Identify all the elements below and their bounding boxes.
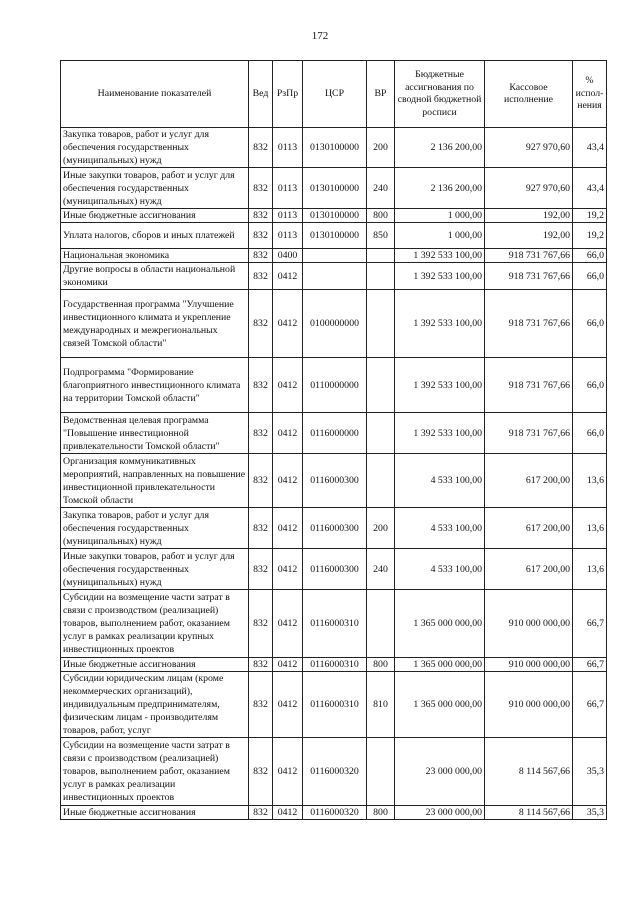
row-csr-cell: 0116000320 (303, 738, 367, 806)
row-rzpr-cell: 0412 (273, 549, 303, 590)
row-vr-cell: 200 (367, 508, 395, 549)
table-row (61, 658, 607, 672)
row-rzpr-cell: 0412 (273, 413, 303, 454)
row-name-cell: Иные бюджетные ассигнования (61, 806, 249, 820)
row-cash-cell: 8 114 567,66 (485, 738, 573, 806)
row-vr-cell (367, 590, 395, 658)
row-csr-cell: 0116000300 (303, 454, 367, 508)
row-percent-cell: 43,4 (573, 168, 607, 209)
table-header-row (61, 61, 607, 128)
row-vr-cell (367, 738, 395, 806)
row-percent-cell: 13,6 (573, 508, 607, 549)
row-name-cell: Закупка товаров, работ и услуг для обеспечения государственных (муниципальных) нужд (61, 128, 249, 168)
row-percent-cell: 66,7 (573, 658, 607, 672)
row-cash-cell: 918 731 767,66 (485, 358, 573, 413)
table-row (61, 549, 607, 590)
row-csr-cell: 0130100000 (303, 223, 367, 249)
row-ved-cell: 832 (249, 806, 273, 820)
header-vr: ВР (367, 61, 395, 128)
row-ved-cell: 832 (249, 413, 273, 454)
header-ved: Вед (249, 61, 273, 128)
row-vr-cell (367, 249, 395, 263)
row-percent-cell: 19,2 (573, 209, 607, 223)
row-percent-cell: 66,0 (573, 263, 607, 290)
row-vr-cell (367, 263, 395, 290)
row-rzpr-cell: 0113 (273, 168, 303, 209)
table-row (61, 413, 607, 454)
budget-execution-table (60, 60, 607, 820)
row-assignments-cell: 1 365 000 000,00 (395, 658, 485, 672)
page-number: 172 (311, 30, 329, 42)
row-cash-cell: 910 000 000,00 (485, 672, 573, 738)
row-assignments-cell: 23 000 000,00 (395, 738, 485, 806)
row-name-cell: Иные бюджетные ассигнования (61, 658, 249, 672)
row-percent-cell: 13,6 (573, 454, 607, 508)
row-csr-cell (303, 249, 367, 263)
row-cash-cell: 927 970,60 (485, 168, 573, 209)
row-vr-cell: 240 (367, 549, 395, 590)
row-ved-cell: 832 (249, 263, 273, 290)
row-ved-cell: 832 (249, 209, 273, 223)
row-rzpr-cell: 0113 (273, 223, 303, 249)
row-cash-cell: 918 731 767,66 (485, 263, 573, 290)
row-percent-cell: 35,3 (573, 738, 607, 806)
row-csr-cell: 0116000300 (303, 508, 367, 549)
row-assignments-cell: 4 533 100,00 (395, 454, 485, 508)
row-csr-cell: 0116000310 (303, 590, 367, 658)
row-cash-cell: 617 200,00 (485, 508, 573, 549)
row-rzpr-cell: 0412 (273, 738, 303, 806)
row-rzpr-cell: 0412 (273, 358, 303, 413)
row-percent-cell: 43,4 (573, 128, 607, 168)
row-vr-cell: 810 (367, 672, 395, 738)
table-row (61, 209, 607, 223)
row-ved-cell: 832 (249, 738, 273, 806)
row-cash-cell: 927 970,60 (485, 128, 573, 168)
row-assignments-cell: 2 136 200,00 (395, 128, 485, 168)
row-cash-cell: 910 000 000,00 (485, 658, 573, 672)
row-cash-cell: 8 114 567,66 (485, 806, 573, 820)
row-assignments-cell: 1 392 533 100,00 (395, 249, 485, 263)
row-vr-cell (367, 454, 395, 508)
row-assignments-cell: 1 392 533 100,00 (395, 413, 485, 454)
table-row (61, 249, 607, 263)
row-assignments-cell: 1 000,00 (395, 209, 485, 223)
row-assignments-cell: 1 000,00 (395, 223, 485, 249)
table-row (61, 508, 607, 549)
row-assignments-cell: 23 000 000,00 (395, 806, 485, 820)
row-percent-cell: 66,7 (573, 672, 607, 738)
header-cash-execution: Кассовое исполнение (485, 61, 573, 128)
row-percent-cell: 66,0 (573, 290, 607, 358)
row-assignments-cell: 1 365 000 000,00 (395, 672, 485, 738)
row-vr-cell: 800 (367, 658, 395, 672)
row-rzpr-cell: 0412 (273, 658, 303, 672)
row-percent-cell: 66,0 (573, 249, 607, 263)
row-percent-cell: 19,2 (573, 223, 607, 249)
row-vr-cell: 200 (367, 128, 395, 168)
row-cash-cell: 918 731 767,66 (485, 249, 573, 263)
row-vr-cell: 850 (367, 223, 395, 249)
row-assignments-cell: 1 392 533 100,00 (395, 263, 485, 290)
row-name-cell: Ведомственная целевая программа "Повышение инвестиционной привлекательности Томской области" (61, 413, 249, 454)
row-csr-cell: 0130100000 (303, 168, 367, 209)
row-cash-cell: 918 731 767,66 (485, 290, 573, 358)
row-rzpr-cell: 0412 (273, 508, 303, 549)
row-rzpr-cell: 0412 (273, 590, 303, 658)
row-cash-cell: 192,00 (485, 223, 573, 249)
table-row (61, 590, 607, 658)
table-row (61, 454, 607, 508)
row-csr-cell: 0116000300 (303, 549, 367, 590)
row-rzpr-cell: 0412 (273, 290, 303, 358)
table-row (61, 290, 607, 358)
row-percent-cell: 66,0 (573, 358, 607, 413)
row-assignments-cell: 1 392 533 100,00 (395, 290, 485, 358)
row-csr-cell: 0116000310 (303, 658, 367, 672)
row-cash-cell: 918 731 767,66 (485, 413, 573, 454)
row-assignments-cell: 4 533 100,00 (395, 508, 485, 549)
row-name-cell: Закупка товаров, работ и услуг для обеспечения государственных (муниципальных) нужд (61, 508, 249, 549)
row-name-cell: Субсидии на возмещение части затрат в связи с производством (реализацией) товаров, выполнением работ, оказанием услуг в рамках реализации крупных инвестиционных проектов (61, 590, 249, 658)
row-name-cell: Государственная программа "Улучшение инвестиционного климата и укрепление международных и межрегиональных связей Томской области" (61, 290, 249, 358)
header-assignments: Бюджетные ассигнования по сводной бюджетной росписи (395, 61, 485, 128)
row-ved-cell: 832 (249, 508, 273, 549)
row-vr-cell (367, 358, 395, 413)
row-assignments-cell: 1 365 000 000,00 (395, 590, 485, 658)
row-cash-cell: 617 200,00 (485, 454, 573, 508)
row-vr-cell: 800 (367, 209, 395, 223)
row-vr-cell: 800 (367, 806, 395, 820)
row-name-cell: Организация коммуникативных мероприятий, направленных на повышение инвестиционной привлекательности Томской области (61, 454, 249, 508)
row-ved-cell: 832 (249, 249, 273, 263)
row-percent-cell: 35,3 (573, 806, 607, 820)
row-name-cell: Субсидии на возмещение части затрат в связи с производством (реализацией) товаров, выполнением работ, оказанием услуг в рамках реализации инвестиционных проектов (61, 738, 249, 806)
row-name-cell: Другие вопросы в области национальной экономики (61, 263, 249, 290)
row-rzpr-cell: 0412 (273, 454, 303, 508)
row-percent-cell: 66,7 (573, 590, 607, 658)
row-cash-cell: 617 200,00 (485, 549, 573, 590)
row-name-cell: Иные бюджетные ассигнования (61, 209, 249, 223)
row-ved-cell: 832 (249, 672, 273, 738)
table-body (61, 128, 607, 820)
table-row (61, 263, 607, 290)
row-ved-cell: 832 (249, 658, 273, 672)
row-ved-cell: 832 (249, 223, 273, 249)
row-csr-cell: 0110000000 (303, 358, 367, 413)
row-name-cell: Уплата налогов, сборов и иных платежей (61, 223, 249, 249)
row-assignments-cell: 4 533 100,00 (395, 549, 485, 590)
row-csr-cell: 0130100000 (303, 128, 367, 168)
row-rzpr-cell: 0400 (273, 249, 303, 263)
row-name-cell: Иные закупки товаров, работ и услуг для обеспечения государственных (муниципальных) нужд (61, 549, 249, 590)
header-rzpr: РзПр (273, 61, 303, 128)
row-assignments-cell: 1 392 533 100,00 (395, 358, 485, 413)
row-cash-cell: 910 000 000,00 (485, 590, 573, 658)
table-row (61, 223, 607, 249)
row-csr-cell (303, 263, 367, 290)
row-cash-cell: 192,00 (485, 209, 573, 223)
row-vr-cell (367, 290, 395, 358)
row-percent-cell: 66,0 (573, 413, 607, 454)
row-rzpr-cell: 0412 (273, 806, 303, 820)
row-rzpr-cell: 0113 (273, 209, 303, 223)
row-percent-cell: 13,6 (573, 549, 607, 590)
header-name: Наименование показателей (61, 61, 249, 128)
row-name-cell: Иные закупки товаров, работ и услуг для обеспечения государственных (муниципальных) нужд (61, 168, 249, 209)
row-vr-cell (367, 413, 395, 454)
row-name-cell: Подпрограмма "Формирование благоприятного инвестиционного климата на территории Томской области" (61, 358, 249, 413)
row-rzpr-cell: 0412 (273, 672, 303, 738)
row-rzpr-cell: 0113 (273, 128, 303, 168)
row-name-cell: Национальная экономика (61, 249, 249, 263)
table-row (61, 168, 607, 209)
row-ved-cell: 832 (249, 454, 273, 508)
row-ved-cell: 832 (249, 358, 273, 413)
table-row (61, 672, 607, 738)
row-csr-cell: 0130100000 (303, 209, 367, 223)
header-csr: ЦСР (303, 61, 367, 128)
row-ved-cell: 832 (249, 168, 273, 209)
row-assignments-cell: 2 136 200,00 (395, 168, 485, 209)
table-row (61, 128, 607, 168)
table-row (61, 358, 607, 413)
row-rzpr-cell: 0412 (273, 263, 303, 290)
row-name-cell: Субсидии юридическим лицам (кроме некоммерческих организаций), индивидуальным предпринимателям, физическим лицам - производителям товаров, работ, услуг (61, 672, 249, 738)
header-percent: % испол-нения (573, 61, 607, 128)
row-ved-cell: 832 (249, 128, 273, 168)
table-row (61, 806, 607, 820)
row-csr-cell: 0116000320 (303, 806, 367, 820)
row-ved-cell: 832 (249, 290, 273, 358)
row-csr-cell: 0116000310 (303, 672, 367, 738)
row-vr-cell: 240 (367, 168, 395, 209)
row-ved-cell: 832 (249, 590, 273, 658)
row-ved-cell: 832 (249, 549, 273, 590)
row-csr-cell: 0100000000 (303, 290, 367, 358)
row-csr-cell: 0116000000 (303, 413, 367, 454)
table-row (61, 738, 607, 806)
